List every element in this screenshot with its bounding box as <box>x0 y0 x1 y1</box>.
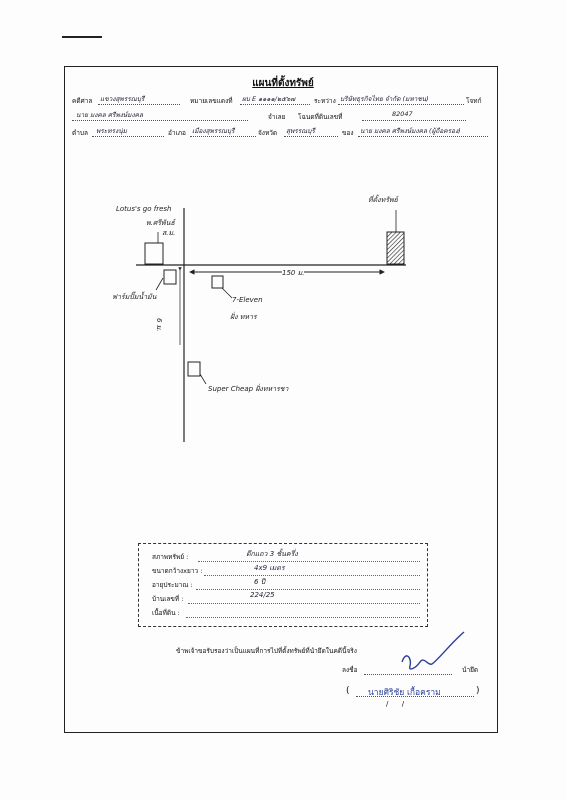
house-no-label: บ้านเลขที่ : <box>152 595 184 603</box>
owner-label: ของ <box>342 129 354 137</box>
defendant-value: นาย มงคล ศรีพงษ์มงคล <box>76 111 143 119</box>
signature <box>398 628 470 674</box>
size-value: 4x9 เมตร <box>254 564 285 572</box>
owner-value: นาย มงคล ศรีพงษ์มงคล (ผู้ถือครอง) <box>360 127 461 135</box>
land-area-label: เนื้อที่ดิน : <box>152 609 180 617</box>
sign-label: ลงชื่อ <box>342 666 358 674</box>
certify-text: ข้าพเจ้าขอรับรองว่าเป็นแผนที่การไปที่ตั้งทรัพย์ที่นำยึดในคดีนี้จริง <box>176 647 357 655</box>
signer-name: นายศิริชัย เกื้อคราม <box>368 688 441 698</box>
super-cheap <box>188 362 200 376</box>
date-line: / / <box>386 700 405 708</box>
plaintiff-label: ระหว่าง <box>314 97 336 105</box>
seven-label: 7-Eleven <box>232 296 263 304</box>
super-cheap-label: Super Cheap ฝั่งทหารชา <box>208 385 289 393</box>
distance-label: 150 ม. <box>282 269 305 277</box>
seven-eleven <box>212 276 223 288</box>
black-no-label: หมายเลขแดงที่ <box>190 97 233 105</box>
lotus-label: Lotus's go fresh <box>116 205 172 213</box>
gas-station <box>164 270 176 284</box>
district-label: อำเภอ <box>168 129 186 137</box>
case-value: แขวงสุพรรณบุรี <box>100 95 145 103</box>
plaintiff-role: โจทก์ <box>466 97 482 105</box>
black-no-value: ผบ E ๑๑๑๑/๒๕๖๗ <box>242 95 296 103</box>
lotus-building <box>145 243 163 264</box>
age-value: 6 ปี <box>254 578 266 586</box>
page-title: แผนที่ตั้งทรัพย์ <box>252 78 314 89</box>
subdistrict-value: พระทรงนุ่ม <box>96 127 127 135</box>
defendant-role: จำเลย <box>268 113 286 121</box>
district-value: เมืองสุพรรณบุรี <box>192 127 235 135</box>
province-label: จังหวัด <box>258 129 278 137</box>
type-value: ตึกแถว 3 ชั้นครึ่ง <box>246 550 298 558</box>
plaintiff-value: บริษัทธุรกิจไทย จำกัด (มหาชน) <box>340 95 429 103</box>
deed-label: โฉนดที่ดินเลขที่ <box>298 113 343 121</box>
gas-label: ฟาร์มปั๊มน้ำมัน <box>112 293 157 301</box>
type-label: สภาพทรัพย์ : <box>152 553 189 561</box>
lotus-sub: พ.ศรีพันธ์ <box>146 219 175 227</box>
province-value: สุพรรณบุรี <box>286 127 315 135</box>
house-no-value: 224/25 <box>250 591 275 599</box>
subdistrict-label: ตำบล <box>72 129 88 137</box>
property-location <box>387 232 404 264</box>
road-width-label: 6 ม. <box>155 318 163 332</box>
seven-sub: ฝั่ง ทหาร <box>230 313 257 321</box>
deed-value: 82047 <box>392 110 413 118</box>
age-label: อายุประมาณ : <box>152 581 193 589</box>
property-label: ที่ตั้งทรัพย์ <box>368 196 398 204</box>
lotus-sub2: ส.ม. <box>162 229 176 237</box>
sign-role: นำยึด <box>462 666 479 674</box>
case-label: คดีศาล <box>72 97 93 105</box>
size-label: ขนาดกว้างxยาว : <box>152 567 203 575</box>
